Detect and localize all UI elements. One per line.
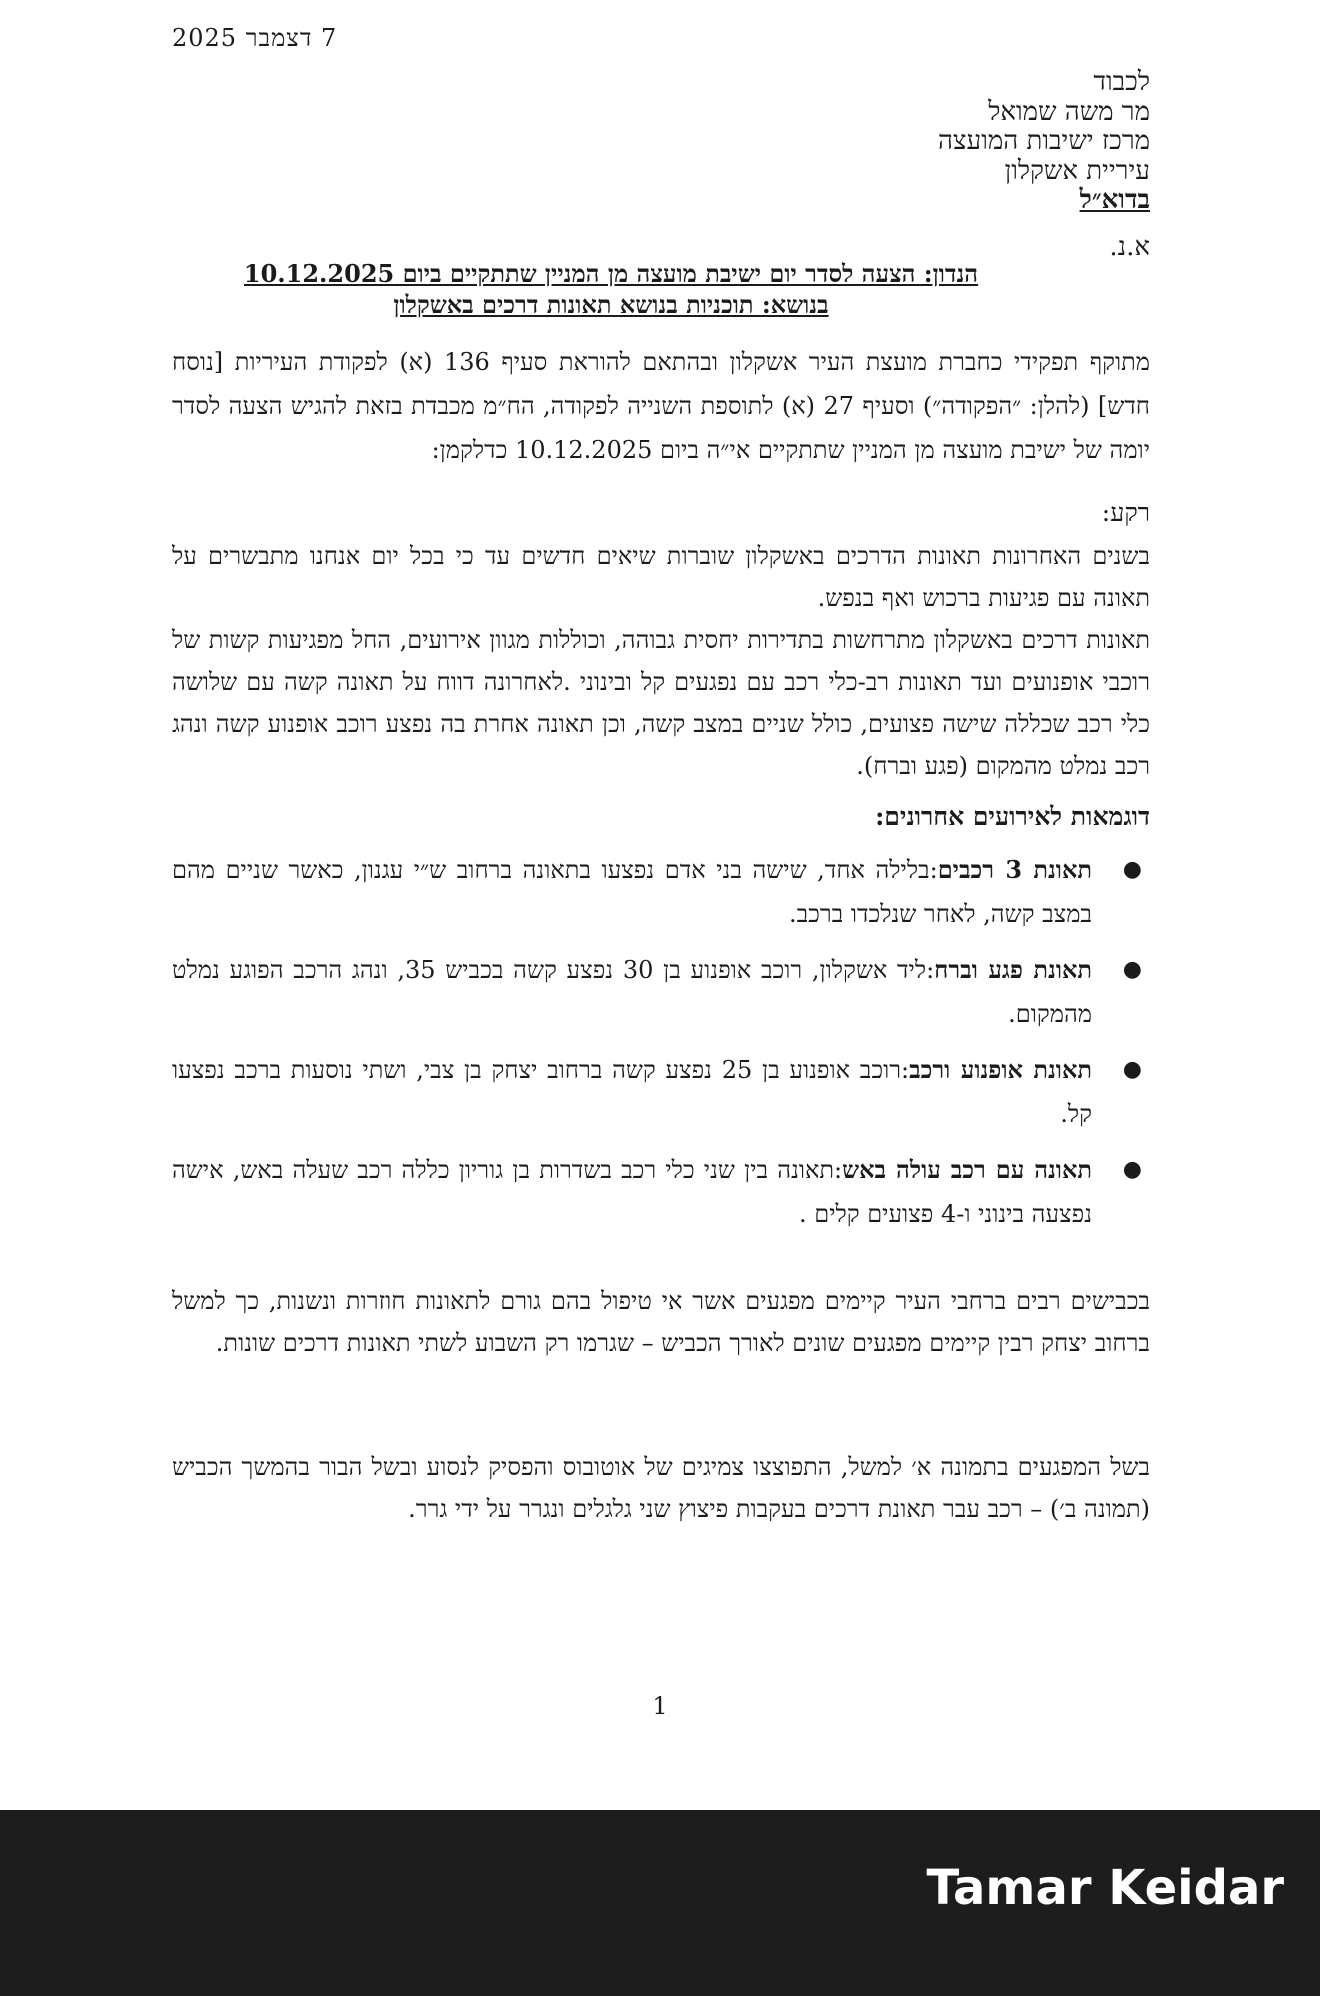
example-text: :ליד אשקלון, רוכב אופנוע בן 30 נפצע קשה בכביש 35, ונהג הרכב הפוגע נמלט מהמקום. — [172, 956, 1092, 1028]
addressee-organization: עיריית אשקלון — [1004, 155, 1150, 186]
list-item — [172, 1148, 1150, 1236]
background-paragraph-2: תאונות דרכים באשקלון מתרחשות בתדירות יחסית גבוהה, וכוללות מגוון אירועים, החל מפגיעות קשות של רוכבי אופנועים ועד תאונות רב-כלי רכב עם נפגעים קל ובינוני .לאחרונה דווח על תאונה קשה עם שלושה כלי רכב שכללה שישה פצועים, כולל שניים במצב קשה, וכן תאונה אחרת בה נפצע רוכב אופנוע קשה ונהג רכב נמלט מהמקום (פגע וברח). — [172, 626, 1150, 780]
bullet-icon: ● — [1122, 957, 1142, 982]
author-credit: Tamar Keidar — [926, 1860, 1284, 1916]
subject-line-2: בנושא: תוכניות בנושא תאונות דרכים באשקלון — [393, 290, 829, 319]
letter-date: 7 דצמבר 2025 — [172, 24, 338, 52]
list-item — [172, 1048, 1150, 1136]
photo-reference-paragraph: בשל המפגעים בתמונה א׳ למשל, התפוצצו צמיגים של אוטובוס והפסיק לנסוע ובשל הבור בהמשך הכביש (תמונה ב׳) – רכב עבר תאונת דרכים בעקבות פיצוץ שני גלגלים ונגרר על ידי גרר. — [172, 1453, 1150, 1523]
examples-list — [172, 848, 1150, 1248]
example-title: תאונת 3 רכבים — [937, 855, 1092, 884]
greeting: א.נ. — [1109, 232, 1150, 262]
subject-heading — [172, 258, 1050, 320]
example-text: :בלילה אחד, שישה בני אדם נפצעו בתאונה ברחוב ש״י עגנון, כאשר שניים מהם במצב קשה, לאחר שנלכדו ברכב. — [172, 856, 1092, 928]
bullet-icon: ● — [1122, 1157, 1142, 1182]
list-item — [172, 948, 1150, 1036]
delivery-method: בדוא״ל — [1079, 185, 1150, 215]
subject-line-1: הנדון: הצעה לסדר יום ישיבת מועצה מן המניין שתתקיים ביום 10.12.2025 — [243, 259, 979, 288]
example-text: :רוכב אופנוע בן 25 נפצע קשה ברחוב יצחק בן צבי, ושתי נוסעות ברכב נפצעו קל. — [172, 1056, 1092, 1128]
intro-paragraph: מתוקף תפקידי כחברת מועצת העיר אשקלון ובהתאם להוראת סעיף 136 (א) לפקודת העיריות [נוסח חדש] (להלן: ״הפקודה״) וסעיף 27 (א) לתוספת השנייה לפקודה, הח״מ מכבדת בזאת להגיש הצעה לסדר יומה של ישיבת מועצה מן המניין שתתקיים אי״ה ביום 10.12.2025 כדלקמן: — [172, 348, 1150, 464]
background-paragraph-1: בשנים האחרונות תאונות הדרכים באשקלון שוברות שיאים חדשים עד כי בכל יום אנחנו מתבשרים על תאונה עם פגיעות ברכוש ואף בנפש. — [172, 542, 1150, 612]
examples-title: דוגמאות לאירועים אחרונים: — [875, 802, 1150, 831]
example-title: תאונה עם רכב עולה באש — [842, 1155, 1092, 1184]
road-hazards-paragraph: בכבישים רבים ברחבי העיר קיימים מפגעים אשר אי טיפול בהם גורם לתאונות חוזרות ונשנות, כך למשל ברחוב יצחק רבין קיימים מפגעים שונים לאורך הכביש – שגרמו רק השבוע לשתי תאונות דרכים שונות. — [172, 1287, 1151, 1357]
page-number: 1 — [652, 1692, 668, 1720]
addressee-name: מר משה שמואל — [988, 96, 1150, 127]
example-text: :תאונה בין שני כלי רכב בשדרות בן גוריון כללה רכב שעלה באש, אישה נפצעה בינוני ו-4 פצועים קלים . — [172, 1156, 1092, 1228]
list-item — [172, 848, 1150, 936]
bullet-icon: ● — [1122, 857, 1142, 882]
background-label: רקע: — [1101, 498, 1150, 527]
example-title: תאונת אופנוע ורכב — [909, 1055, 1092, 1084]
addressee-block — [650, 68, 1150, 216]
bullet-icon: ● — [1122, 1057, 1142, 1082]
addressee-role: מרכז ישיבות המועצה — [937, 126, 1150, 156]
addressee-salutation: לכבוד — [1093, 67, 1150, 97]
example-title: תאונת פגע וברח — [934, 955, 1093, 984]
